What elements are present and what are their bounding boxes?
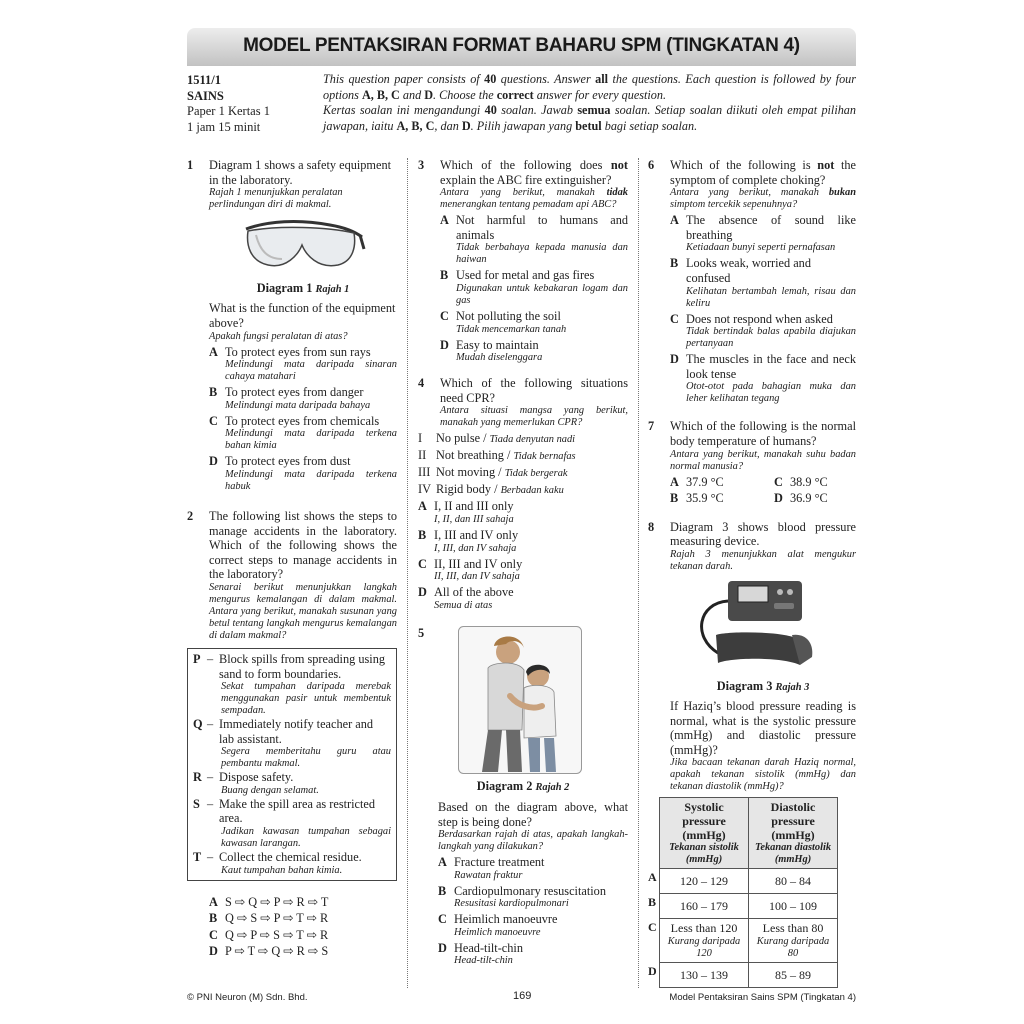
statement-item: I No pulse / Tiada denyutan nadi: [418, 431, 576, 446]
column-2: [418, 158, 628, 967]
steps-box: [187, 648, 397, 881]
table-cell: 80 – 84: [749, 869, 838, 894]
option-b[interactable]: B Cardiopulmonary resuscitation Resusitasi kardiopulmonari: [438, 883, 606, 910]
option-d[interactable]: D Easy to maintain Mudah diselenggara: [440, 337, 543, 364]
step-item: R – Dispose safety. Buang dengan selamat.: [193, 770, 319, 796]
option-c[interactable]: C Heimlich manoeuvre Heimlich manoeuvre: [438, 912, 558, 938]
table-header-systolic: Systolic pressure (mmHg) Tekanan sistolik (mmHg): [660, 798, 749, 869]
question-3: [418, 158, 628, 364]
question-text: Which of the following situations need CPR?: [440, 376, 628, 405]
option-a[interactable]: A I, II and III only I, II, dan III sahaja: [418, 499, 514, 525]
diagram-caption: Diagram 1 Rajah 1: [256, 280, 350, 295]
statement-item: IV Rigid body / Berbadan kaku: [418, 482, 564, 497]
option-b[interactable]: B I, III and IV only I, III, dan IV sahaja: [418, 527, 519, 554]
question-1: [187, 158, 397, 493]
column-divider: [638, 158, 639, 988]
question-text-ms: Antara yang berikut, manakah tidak menerangkan tentang pemadam api ABC?: [440, 187, 628, 211]
option-a[interactable]: A The absence of sound like breathing Ketiadaan bunyi seperti pernafasan: [670, 213, 856, 254]
paper-number: Paper 1 Kertas 1: [187, 104, 270, 119]
title-banner: [187, 28, 856, 66]
question-text: Which of the following is not the symptom of complete choking?: [670, 158, 857, 187]
question-5: [418, 626, 628, 778]
question-text: Which of the following does not explain the ABC fire extinguisher?: [440, 158, 628, 187]
statement-item: III Not moving / Tidak bergerak: [418, 465, 568, 480]
option-b[interactable]: B Q ⇨ S ⇨ P ⇨ T ⇨ R: [209, 911, 329, 926]
answer-options: [187, 895, 397, 959]
question-number: 4: [418, 376, 425, 391]
table-row[interactable]: [648, 894, 838, 919]
question-number: 6: [648, 158, 655, 172]
option-c[interactable]: C Not polluting the soil Tidak mencemarkan tanah: [440, 308, 567, 335]
question-number: 7: [648, 419, 655, 434]
answer-options: [670, 473, 856, 506]
option-d[interactable]: D P ⇨ T ⇨ Q ⇨ R ⇨ S: [209, 944, 329, 959]
diagram-3: [670, 577, 856, 677]
paper-code: 1511/1: [187, 73, 222, 87]
option-d[interactable]: D Head-tilt-chin Head-tilt-chin: [438, 940, 523, 967]
option-a[interactable]: A To protect eyes from sun rays Melindungi mata daripada sinaran cahaya matahari: [209, 344, 397, 383]
option-d[interactable]: D All of the above Semua di atas: [418, 585, 514, 611]
footer-title: Model Pentaksiran Sains SPM (Tingkatan 4): [669, 992, 856, 1003]
option-c[interactable]: C Does not respond when asked Tidak bertindak balas apabila diajukan pertanyaan: [670, 311, 856, 350]
instructions-en: This question paper consists of 40 questions. Answer all the questions. Each question is followed by four options A, B, C and D. Choose the correct answer for every question.: [323, 72, 856, 102]
question-text: What is the function of the equipment above?: [209, 301, 396, 330]
step-item: S – Make the spill area as restricted area. Jadikan kawasan tumpahan sebagai kawasan larangan.: [193, 796, 391, 850]
blood-pressure-monitor-icon: [688, 577, 838, 673]
question-7: [648, 419, 856, 505]
table-cell: 120 – 129: [660, 869, 749, 894]
question-number: 2: [187, 508, 194, 523]
question-text-ms: Rajah 1 menunjukkan peralatan perlindungan diri di makmal.: [209, 187, 343, 211]
table-row[interactable]: [648, 919, 838, 963]
paper-info: [187, 73, 270, 135]
blood-pressure-table: [648, 797, 838, 988]
table-cell: Less than 120 Kurang daripada 120: [660, 919, 749, 963]
question-text: Diagram 1 shows a safety equipment in the laboratory.: [209, 158, 392, 187]
question-5-body: [418, 800, 628, 968]
step-item: T – Collect the chemical residue. Kaut tumpahan bahan kimia.: [193, 850, 362, 876]
question-text: The following list shows the steps to manage accidents in the laboratory. Which of the following shows the correct steps to manage accidents in the laboratory?: [209, 508, 397, 582]
table-cell: Less than 80 Kurang daripada 80: [749, 919, 838, 963]
option-d[interactable]: D The muscles in the face and neck look tense Otot-otot pada bahagian muka dan leher kelihatan tegang: [670, 352, 856, 405]
safety-goggles-icon: [238, 215, 368, 275]
table-header-row: [648, 798, 838, 869]
option-b[interactable]: B Used for metal and gas fires Digunakan untuk kebakaran logam dan gas: [440, 268, 628, 306]
question-number: 1: [187, 158, 194, 172]
table-cell: 130 – 139: [660, 963, 749, 988]
option-c[interactable]: C II, III and IV only II, III, dan IV sahaja: [418, 556, 523, 583]
option-a[interactable]: A Not harmful to humans and animals Tidak berbahaya kepada manusia dan haiwan: [440, 213, 628, 266]
question-text-ms: Rajah 3 menunjukkan alat mengukur tekanan darah.: [670, 548, 856, 572]
footer-copyright: © PNI Neuron (M) Sdn. Bhd.: [187, 992, 308, 1003]
column-divider: [407, 158, 408, 988]
question-2: [187, 509, 397, 642]
question-number: 3: [418, 158, 425, 172]
question-text-ms: Antara yang berikut, manakah bukan simptom tercekik sepenuhnya?: [670, 187, 856, 211]
paper-subject: SAINS: [187, 88, 224, 103]
option-a[interactable]: A Fracture treatment Rawatan fraktur: [438, 855, 545, 881]
step-item: P – Block spills from spreading using sand to form boundaries. Sekat tumpahan daripada merebak menggunakan pasir untuk membentuk sempadan.: [193, 651, 391, 717]
question-text: Diagram 3 shows blood pressure measuring device.: [670, 519, 856, 549]
page-number: 169: [513, 990, 532, 1002]
page-title: MODEL PENTAKSIRAN FORMAT BAHARU SPM (TINGKATAN 4): [243, 35, 800, 56]
table-cell: 160 – 179: [660, 894, 749, 919]
row-label: C: [648, 919, 657, 934]
option-b[interactable]: B To protect eyes from danger Melindungi mata daripada bahaya: [209, 385, 371, 411]
row-label: A: [648, 869, 657, 884]
option-d[interactable]: D To protect eyes from dust Melindungi mata daripada terkena habuk: [209, 454, 397, 492]
row-label: B: [648, 894, 657, 909]
option-c[interactable]: C To protect eyes from chemicals Melindungi mata daripada terkena bahan kimia: [209, 413, 397, 452]
question-number: 5: [418, 625, 425, 640]
paper-duration: 1 jam 15 minit: [187, 119, 261, 134]
option-b[interactable]: B 35.9 °C: [670, 491, 724, 506]
diagram-1: [209, 215, 397, 279]
question-8: [648, 520, 856, 988]
table-header-diastolic: Diastolic pressure (mmHg) Tekanan diastolik (mmHg): [749, 798, 838, 869]
table-cell: 85 – 89: [749, 963, 838, 988]
statement-item: II Not breathing / Tidak bernafas: [418, 448, 576, 463]
column-3: [648, 158, 856, 988]
step-item: Q – Immediately notify teacher and lab assistant. Segera memberitahu guru atau pembantu makmal.: [193, 717, 391, 770]
question-text-ms: Apakah fungsi peralatan di atas?: [209, 330, 348, 342]
answer-options: [418, 499, 628, 611]
question-text: Based on the diagram above, what step is being done?: [438, 799, 628, 829]
question-text-ms: Berdasarkan rajah di atas, apakah langkah-langkah yang dilakukan?: [438, 829, 628, 853]
question-6: [648, 158, 856, 405]
diagram-2: [458, 626, 628, 778]
option-b[interactable]: B Looks weak, worried and confused Kelihatan bertambah lemah, risau dan keliru: [670, 256, 856, 309]
option-a[interactable]: A 37.9 °C: [670, 474, 724, 489]
question-text-ms: Jika bacaan tekanan darah Haziq normal, apakah tekanan sistolik (mmHg) dan tekanan diastolik (mmHg)?: [670, 757, 856, 793]
question-4: [418, 376, 628, 429]
instructions-ms: Kertas soalan ini mengandungi 40 soalan. Jawab semua soalan. Setiap soalan diikuti oleh empat pilihan jawapan, iaitu A, B, C, dan D. Pilih jawapan yang betul bagi setiap soalan.: [323, 103, 856, 133]
heimlich-illustration-icon: [458, 626, 582, 774]
question-text-ms: Antara yang berikut, manakah suhu badan normal manusia?: [670, 448, 856, 472]
statement-list: [418, 431, 628, 497]
question-number: 8: [648, 519, 655, 534]
question-text: If Haziq’s blood pressure reading is normal, what is the systolic pressure (mmHg) and diastolic pressure (mmHg)?: [670, 699, 856, 757]
diagram-caption: Diagram 2 Rajah 2: [476, 779, 570, 794]
diagram-caption: Diagram 3 Rajah 3: [716, 678, 810, 693]
option-a[interactable]: A S ⇨ Q ⇨ P ⇨ R ⇨ T: [209, 894, 329, 909]
instructions: [323, 72, 856, 134]
question-text-ms: Antara situasi mangsa yang berikut, manakah yang memerlukan CPR?: [440, 405, 628, 429]
option-d[interactable]: D 36.9 °C: [774, 491, 828, 506]
table-row[interactable]: [648, 869, 838, 894]
table-cell: 100 – 109: [749, 894, 838, 919]
option-c[interactable]: C 38.9 °C: [774, 474, 828, 489]
row-label: D: [648, 963, 657, 978]
option-c[interactable]: C Q ⇨ P ⇨ S ⇨ T ⇨ R: [209, 927, 329, 942]
question-text-ms: Senarai berikut menunjukkan langkah mengurus kemalangan di dalam makmal. Antara yang berikut, manakah susunan yang betul tentang langkah mengurus kemalangan di dalam makmal?: [209, 581, 397, 641]
question-text: Which of the following is the normal body temperature of humans?: [670, 419, 856, 448]
table-row[interactable]: [648, 963, 838, 988]
column-1: [187, 158, 397, 960]
